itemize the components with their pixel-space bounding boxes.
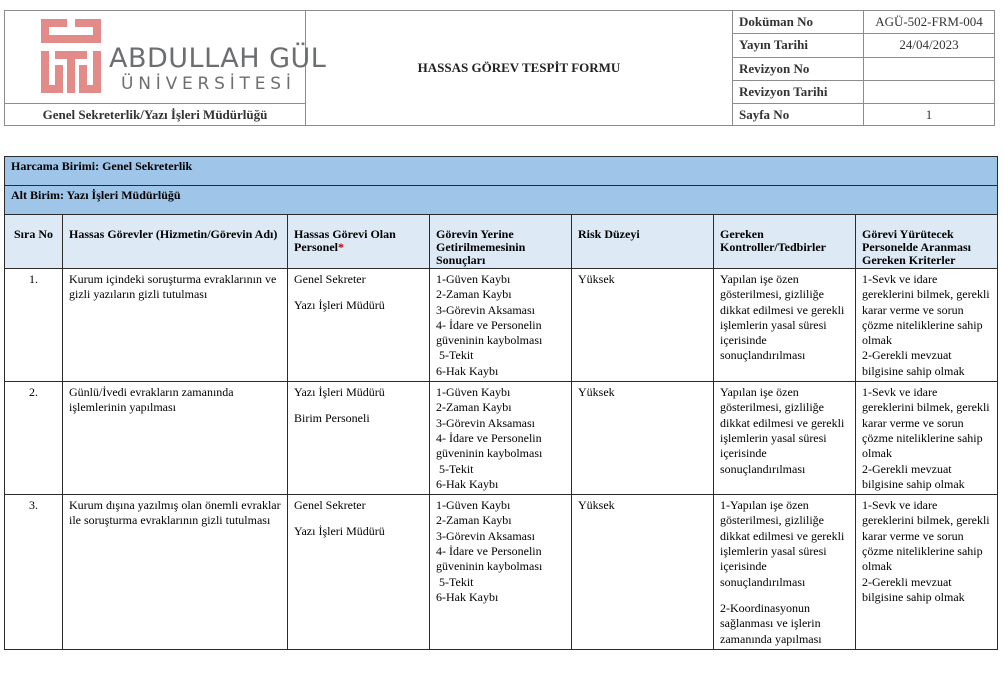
consequence-item: 5-Tekit: [436, 574, 474, 589]
row-risk: Yüksek: [572, 495, 714, 650]
table-row: [5, 495, 998, 650]
control-item: Yapılan işe özen gösterilmesi, gizliliğe dikkat edilmesi ve gerekli işlemlerin yasal süresi içerisinde sonuçlandırılması: [720, 385, 845, 476]
control-item: Yapılan işe özen gösterilmesi, gizliliğe dikkat edilmesi ve gerekli işlemlerin yasal süresi içerisinde sonuçlandırılması: [720, 272, 845, 363]
row-no: 1.: [5, 269, 63, 382]
meta-label-revision-date: Revizyon Tarihi: [733, 80, 864, 103]
consequence-item: 2-Zaman Kaybı: [436, 287, 512, 302]
meta-label-revision-no: Revizyon No: [733, 57, 864, 80]
table-row: [5, 382, 998, 495]
required-mark: *: [338, 240, 344, 254]
row-duty: Kurum dışına yazılmış olan önemli evraklar ile soruşturma evraklarının gizli tutulması: [63, 495, 288, 650]
personnel-item: Birim Personeli: [294, 411, 370, 426]
table-row: [5, 269, 998, 382]
row-risk: Yüksek: [572, 382, 714, 495]
row-criteria: [856, 495, 998, 650]
university-logo: [41, 19, 101, 97]
consequence-item: 6-Hak Kaybı: [436, 476, 499, 491]
consequence-item: 3-Görevin Aksaması: [436, 302, 535, 317]
personnel-item: Yazı İşleri Müdürü: [294, 385, 385, 400]
consequence-item: 5-Tekit: [436, 348, 474, 363]
control-item: 1-Yapılan işe özen gösterilmesi, gizliliğe dikkat edilmesi ve gerekli işlemlerin yasal süresi içerisinde sonuçlandırılması: [720, 498, 845, 589]
meta-label-publish-date: Yayın Tarihi: [733, 34, 864, 57]
sub-unit-bar: Alt Birim: Yazı İşleri Müdürlüğü: [5, 186, 998, 215]
meta-value-publish-date: 24/04/2023: [864, 34, 995, 57]
row-personnel: [288, 269, 430, 382]
control-item: 2-Koordinasyonun sağlanması ve işlerin zamanında yapılması: [720, 600, 822, 646]
consequence-item: 4- İdare ve Personelin güveninin kaybolması: [436, 544, 543, 574]
consequence-item: 3-Görevin Aksaması: [436, 528, 535, 543]
row-personnel: [288, 382, 430, 495]
personnel-item: Genel Sekreter: [294, 498, 366, 513]
column-header-row: [5, 215, 998, 269]
row-no: 2.: [5, 382, 63, 495]
row-duty: Günlü/İvedi evrakların zamanında işlemlerinin yapılması: [63, 382, 288, 495]
col-header-criteria: Görevi Yürütecek Personelde Aranması Gereken Kriterler: [856, 215, 998, 269]
criteria-item: 1-Sevk ve idare gereklerini bilmek, gerekli karar verme ve sorun çözme niteliklerine sahip olmak: [862, 272, 990, 348]
criteria-item: 2-Gerekli mevzuat bilgisine sahip olmak: [862, 348, 965, 378]
consequence-item: 4- İdare ve Personelin güveninin kaybolması: [436, 430, 543, 461]
meta-value-doc-no: AGÜ-502-FRM-004: [864, 11, 995, 34]
col-header-personnel-label: Hassas Görevi Olan Personel: [294, 227, 396, 254]
sensitive-duties-table: [4, 156, 998, 650]
col-header-no: Sıra No: [5, 215, 63, 269]
consequence-item: 1-Güven Kaybı: [436, 498, 511, 513]
row-consequences: [430, 382, 572, 495]
consequence-item: 1-Güven Kaybı: [436, 272, 511, 286]
document-header: [4, 10, 995, 126]
row-personnel: [288, 495, 430, 650]
meta-value-page-no: 1: [864, 104, 995, 126]
university-logo-icon: [41, 19, 101, 93]
personnel-item: Genel Sekreter: [294, 272, 366, 286]
logo-text-line2: ÜNİVERSİTESİ: [121, 74, 296, 94]
col-header-personnel: [288, 215, 430, 269]
personnel-item: Yazı İşleri Müdürü: [294, 298, 385, 313]
consequence-item: 4- İdare ve Personelin güveninin kaybolması: [436, 317, 543, 348]
col-header-consequences: Görevin Yerine Getirilmemesinin Sonuçları: [430, 215, 572, 269]
unit-name: Genel Sekreterlik/Yazı İşleri Müdürlüğü: [5, 104, 306, 126]
row-consequences: [430, 495, 572, 650]
row-duty: Kurum içindeki soruşturma evraklarının ve gizli yazıların gizli tutulması: [63, 269, 288, 382]
personnel-item: Yazı İşleri Müdürü: [294, 524, 385, 539]
row-controls: [714, 269, 856, 382]
consequence-item: 5-Tekit: [436, 461, 474, 476]
consequence-item: 2-Zaman Kaybı: [436, 513, 512, 528]
consequence-item: 6-Hak Kaybı: [436, 589, 499, 604]
row-risk: Yüksek: [572, 269, 714, 382]
consequence-item: 2-Zaman Kaybı: [436, 400, 512, 415]
row-consequences: [430, 269, 572, 382]
row-criteria: [856, 382, 998, 495]
criteria-item: 1-Sevk ve idare gereklerini bilmek, gerekli karar verme ve sorun çözme niteliklerine sahip olmak: [862, 498, 990, 574]
criteria-item: 1-Sevk ve idare gereklerini bilmek, gerekli karar verme ve sorun çözme niteliklerine sahip olmak: [862, 385, 990, 461]
row-criteria: [856, 269, 998, 382]
meta-label-doc-no: Doküman No: [733, 11, 864, 34]
logo-text-line1: ABDULLAH GÜL: [109, 43, 327, 74]
col-header-risk: Risk Düzeyi: [572, 215, 714, 269]
consequence-item: 6-Hak Kaybı: [436, 363, 499, 378]
criteria-item: 2-Gerekli mevzuat bilgisine sahip olmak: [862, 574, 965, 604]
criteria-item: 2-Gerekli mevzuat bilgisine sahip olmak: [862, 461, 965, 491]
row-no: 3.: [5, 495, 63, 650]
spending-unit-bar: Harcama Birimi: Genel Sekreterlik: [5, 157, 998, 186]
col-header-duty: Hassas Görevler (Hizmetin/Görevin Adı): [63, 215, 288, 269]
meta-label-page-no: Sayfa No: [733, 104, 864, 126]
consequence-item: 1-Güven Kaybı: [436, 385, 511, 400]
consequence-item: 3-Görevin Aksaması: [436, 415, 535, 430]
form-title: HASSAS GÖREV TESPİT FORMU: [306, 11, 733, 126]
col-header-controls: Gereken Kontroller/Tedbirler: [714, 215, 856, 269]
meta-value-revision-date: [864, 80, 995, 103]
row-controls: [714, 495, 856, 650]
meta-value-revision-no: [864, 57, 995, 80]
logo-cell: [5, 11, 327, 104]
row-controls: [714, 382, 856, 495]
